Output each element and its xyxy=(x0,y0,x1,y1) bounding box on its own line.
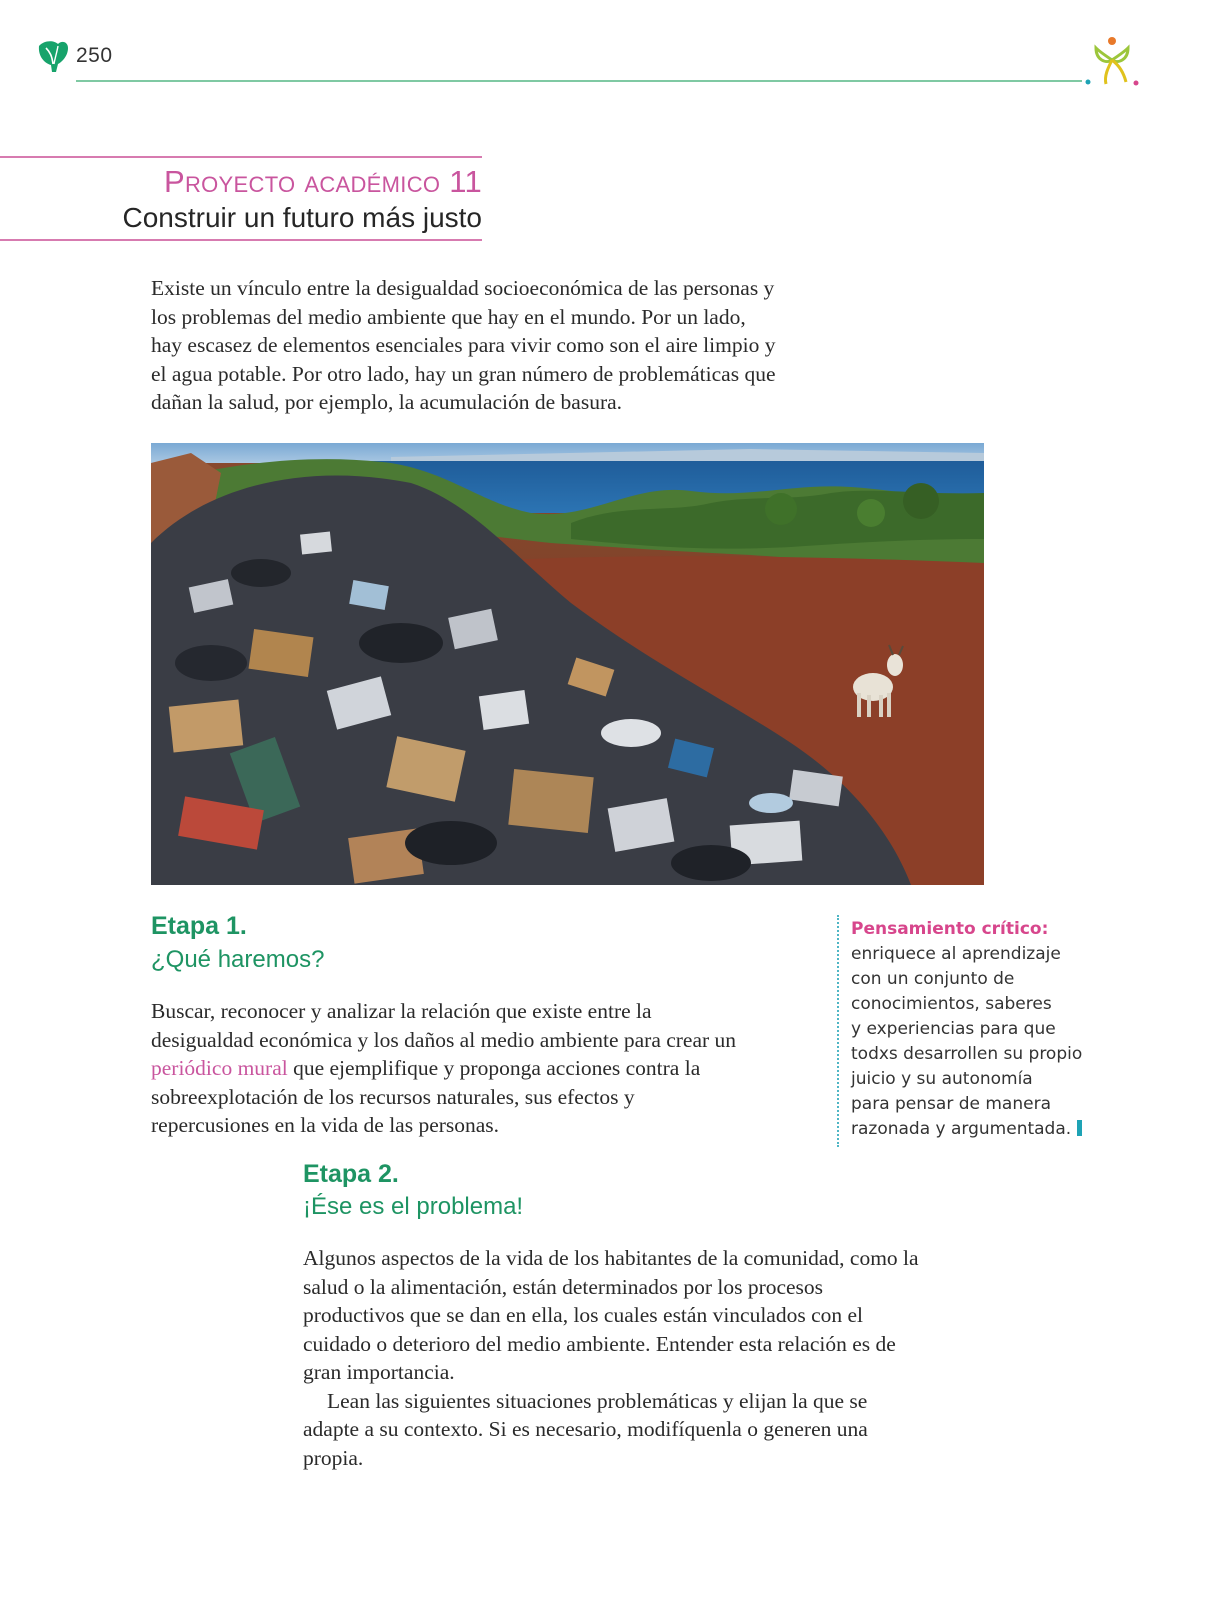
stage1-text: que ejemplifique y proponga acciones contra la sobreexplotación de los recursos naturales, sus efectos y repercusiones en la vida de las personas. xyxy=(151,1056,701,1137)
sidebar-line: todxs desarrollen su propio xyxy=(851,1044,1083,1064)
stage1-text: Buscar, reconocer y analizar la relación que existe entre la desigualdad económica y los daños al medio ambiente para crear un xyxy=(151,999,737,1052)
landfill-photo xyxy=(151,443,984,885)
sidebar-line: para pensar de manera xyxy=(851,1094,1051,1114)
sidebar-line: razonada y argumentada. xyxy=(851,1119,1072,1139)
project-label: Proyecto académico 11 xyxy=(163,164,482,199)
intro-line: hay escasez de elementos esenciales para vivir como son el aire limpio y xyxy=(151,333,776,357)
book-leaf-icon xyxy=(36,38,70,74)
title-top-rule xyxy=(0,156,482,158)
intro-line: los problemas del medio ambiente que hay en el mundo. Por un lado, xyxy=(151,304,746,329)
sidebar-line: con un conjunto de xyxy=(851,969,1015,989)
page-number: 250 xyxy=(76,44,113,67)
sidebar-last-line xyxy=(851,1117,1111,1142)
sidebar-heading: Pensamiento crítico: xyxy=(851,919,1049,939)
stage2-body xyxy=(303,1244,923,1472)
stage1-subtitle: ¿Qué haremos? xyxy=(151,946,325,973)
stage2-paragraph-1: Algunos aspectos de la vida de los habitantes de la comunidad, como la salud o la alimentación, están determinados por los procesos productivos que se dan en ella, los cuales están vinculados con el cuidado o deterioro del medio ambiente. Entender esta relación es de gran importancia. xyxy=(303,1246,919,1384)
header-divider xyxy=(76,80,1082,82)
stage2-title: Etapa 2. xyxy=(303,1160,399,1188)
intro-line: el agua potable. Por otro lado, hay un gran número de problemáticas que xyxy=(151,361,776,386)
stage2-subtitle: ¡Ése es el problema! xyxy=(303,1193,524,1220)
sidebar-line: enriquece al aprendizaje xyxy=(851,944,1061,964)
title-bottom-rule xyxy=(0,239,482,241)
stage1-paragraph xyxy=(151,997,741,1140)
intro-line: dañan la salud, por ejemplo, la acumulación de basura. xyxy=(151,390,623,414)
sidebar-line: y experiencias para que xyxy=(851,1019,1056,1039)
project-subtitle: Construir un futuro más justo xyxy=(122,202,482,233)
person-flower-logo-icon xyxy=(1082,34,1142,90)
stage1-title: Etapa 1. xyxy=(151,912,247,940)
stage2-paragraph-2: Lean las siguientes situaciones problemáticas y elijan la que se adapte a su contexto. Si es necesario, modifíquenla o generen una propia. xyxy=(303,1388,868,1470)
critical-thinking-note xyxy=(851,917,1111,1142)
intro-line: Existe un vínculo entre la desigualdad socioeconómica de las personas y xyxy=(151,276,775,300)
periodico-mural-term: periódico mural xyxy=(151,1056,288,1080)
sidebar-dotted-rule xyxy=(837,915,839,1147)
end-marker xyxy=(1077,1120,1082,1136)
sidebar-line: conocimientos, saberes xyxy=(851,994,1052,1014)
intro-paragraph xyxy=(151,274,831,417)
sidebar-line: juicio y su autonomía xyxy=(851,1069,1033,1089)
